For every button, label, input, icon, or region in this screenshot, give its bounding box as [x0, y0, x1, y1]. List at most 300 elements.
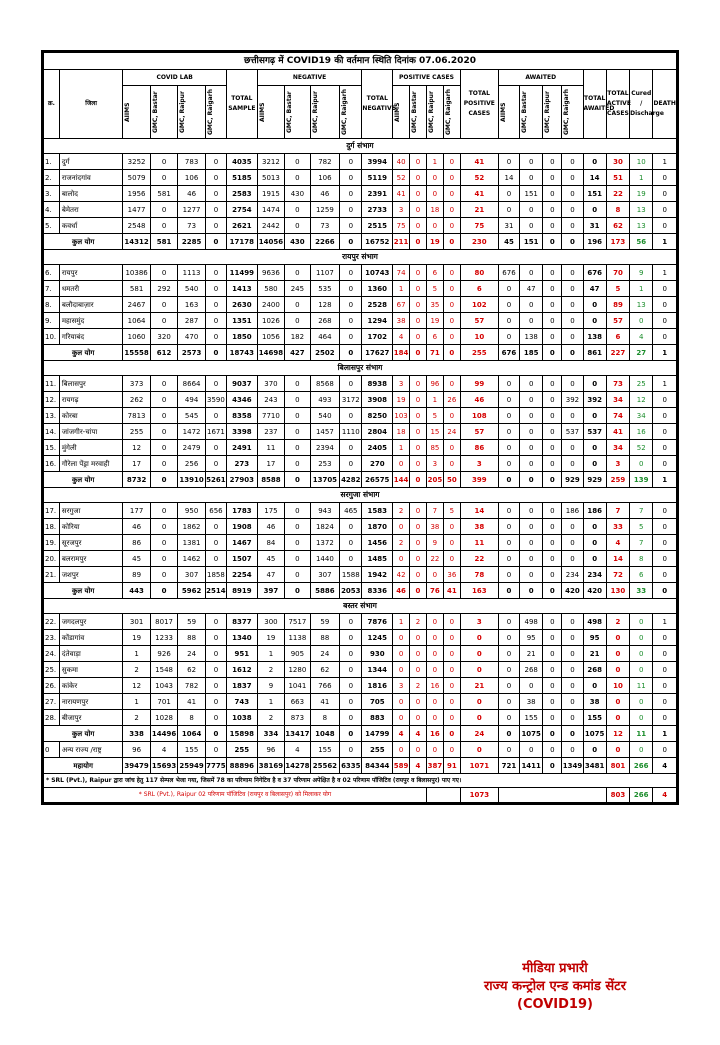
data-cell: 16	[426, 678, 443, 694]
data-cell: 399	[460, 472, 498, 488]
data-cell: 1038	[227, 710, 258, 726]
data-cell: 0	[340, 265, 362, 281]
data-cell: 57	[460, 313, 498, 329]
data-cell: 0	[543, 281, 562, 297]
data-cell: 0	[498, 392, 519, 408]
data-cell: 307	[310, 567, 340, 583]
data-cell: 139	[630, 472, 653, 488]
data-cell: 0	[205, 265, 226, 281]
data-cell: 0	[543, 234, 562, 250]
data-cell: 0	[426, 630, 443, 646]
data-cell: 7710	[257, 408, 285, 424]
district-name: दंतेवाड़ा	[59, 646, 122, 662]
data-cell: 0	[340, 154, 362, 170]
data-cell: 273	[227, 456, 258, 472]
data-cell: 0	[150, 376, 178, 392]
data-cell: 4	[410, 726, 427, 742]
data-cell: 0	[410, 710, 427, 726]
data-cell: 0	[410, 583, 427, 599]
data-cell: 0	[520, 313, 543, 329]
data-cell: 1344	[362, 662, 393, 678]
section-header-row	[44, 488, 677, 503]
data-cell: 0	[543, 170, 562, 186]
data-cell: 40	[393, 154, 410, 170]
serial-number: 26.	[44, 678, 60, 694]
data-cell: 6	[426, 265, 443, 281]
data-cell: 255	[123, 424, 151, 440]
data-cell: 443	[123, 583, 151, 599]
data-cell: 0	[653, 170, 677, 186]
data-cell: 0	[205, 440, 226, 456]
data-cell: 14312	[123, 234, 151, 250]
data-cell: 540	[178, 281, 206, 297]
data-cell: 0	[562, 710, 583, 726]
data-cell: 4	[393, 726, 410, 742]
data-cell: 8	[310, 710, 340, 726]
data-cell: 185	[520, 345, 543, 361]
subheader-lab-3: GMC, Raigarh	[205, 86, 226, 139]
data-cell: 33	[606, 519, 629, 535]
data-cell: 3	[426, 456, 443, 472]
data-cell: 0	[653, 408, 677, 424]
data-cell: 701	[150, 694, 178, 710]
data-cell: 41	[393, 186, 410, 202]
data-cell: 1472	[178, 424, 206, 440]
data-cell: 0	[653, 742, 677, 758]
data-cell: 0	[498, 567, 519, 583]
data-cell: 1028	[150, 710, 178, 726]
data-cell: 4	[285, 742, 310, 758]
data-cell: 0	[205, 297, 226, 313]
data-cell: 3	[393, 202, 410, 218]
data-cell: 1075	[520, 726, 543, 742]
table-row	[44, 535, 677, 551]
data-cell: 0	[410, 345, 427, 361]
data-cell: 16	[630, 424, 653, 440]
data-cell: 0	[443, 202, 460, 218]
data-cell: 18	[426, 202, 443, 218]
data-cell: 196	[583, 234, 606, 250]
data-cell: 0	[520, 440, 543, 456]
serial-number: 27.	[44, 694, 60, 710]
data-cell: 13	[630, 297, 653, 313]
data-cell: 0	[393, 456, 410, 472]
data-cell: 255	[227, 742, 258, 758]
data-cell: 33	[630, 583, 653, 599]
data-cell: 0	[498, 456, 519, 472]
serial-number: 1.	[44, 154, 60, 170]
data-cell: 0	[543, 202, 562, 218]
data-cell: 4	[606, 535, 629, 551]
data-cell: 8	[178, 710, 206, 726]
data-cell: 656	[205, 503, 226, 519]
data-cell: 0	[630, 456, 653, 472]
data-cell: 0	[426, 170, 443, 186]
data-cell: 0	[460, 710, 498, 726]
data-cell: 0	[426, 662, 443, 678]
data-cell: 1477	[123, 202, 151, 218]
data-cell: 0	[443, 710, 460, 726]
data-cell: 1	[123, 646, 151, 662]
data-cell: 0	[562, 742, 583, 758]
data-cell: 237	[257, 424, 285, 440]
data-cell: 5	[443, 503, 460, 519]
data-cell: 0	[653, 694, 677, 710]
footnote-active-total: 803	[606, 788, 629, 803]
data-cell: 34	[606, 392, 629, 408]
header-negative: NEGATIVE	[257, 70, 362, 86]
data-cell: 56	[630, 234, 653, 250]
table-row	[44, 313, 677, 329]
data-cell: 0	[498, 583, 519, 599]
data-cell: 3908	[362, 392, 393, 408]
data-cell: 0	[150, 535, 178, 551]
data-cell: 1824	[310, 519, 340, 535]
data-cell: 0	[498, 202, 519, 218]
data-cell: 663	[285, 694, 310, 710]
data-cell: 2467	[123, 297, 151, 313]
data-cell: 21	[460, 678, 498, 694]
data-cell: 1783	[227, 503, 258, 519]
data-cell: 0	[410, 376, 427, 392]
data-cell: 8568	[310, 376, 340, 392]
data-cell: 2394	[310, 440, 340, 456]
data-cell: 0	[285, 408, 310, 424]
data-cell: 0	[410, 218, 427, 234]
data-cell: 0	[498, 710, 519, 726]
data-cell: 0	[340, 234, 362, 250]
data-cell: 2391	[362, 186, 393, 202]
district-name: दुर्ग	[59, 154, 122, 170]
data-cell: 8919	[227, 583, 258, 599]
data-cell: 1	[123, 694, 151, 710]
data-cell: 0	[543, 758, 562, 774]
data-cell: 0	[653, 440, 677, 456]
data-cell: 0	[562, 678, 583, 694]
data-cell: 31	[498, 218, 519, 234]
data-cell: 255	[362, 742, 393, 758]
data-cell: 5261	[205, 472, 226, 488]
data-cell: 1915	[257, 186, 285, 202]
data-cell: 0	[205, 376, 226, 392]
data-cell: 0	[340, 535, 362, 551]
serial-number: 13.	[44, 408, 60, 424]
data-cell: 14496	[150, 726, 178, 742]
data-cell: 0	[443, 726, 460, 742]
data-cell: 0	[410, 281, 427, 297]
data-cell: 17	[257, 456, 285, 472]
data-cell: 1	[653, 614, 677, 630]
data-cell: 612	[150, 345, 178, 361]
data-cell: 0	[498, 186, 519, 202]
data-cell: 42	[393, 567, 410, 583]
data-cell: 8938	[362, 376, 393, 392]
data-cell: 268	[310, 313, 340, 329]
data-cell: 0	[543, 154, 562, 170]
data-cell: 0	[606, 710, 629, 726]
data-cell: 52	[393, 170, 410, 186]
data-cell: 0	[205, 646, 226, 662]
data-cell: 0	[205, 742, 226, 758]
district-name: रायगढ़	[59, 392, 122, 408]
data-cell: 59	[178, 614, 206, 630]
data-cell: 1	[653, 376, 677, 392]
table-row	[44, 694, 677, 710]
data-cell: 1048	[310, 726, 340, 742]
data-cell: 0	[543, 376, 562, 392]
data-cell: 163	[178, 297, 206, 313]
data-cell: 537	[583, 424, 606, 440]
data-cell: 1360	[362, 281, 393, 297]
data-cell: 0	[443, 170, 460, 186]
data-cell: 0	[543, 567, 562, 583]
district-name: मुंगेली	[59, 440, 122, 456]
data-cell: 0	[410, 424, 427, 440]
data-cell: 30	[606, 154, 629, 170]
table-row	[44, 646, 677, 662]
data-cell: 1294	[362, 313, 393, 329]
data-cell: 52	[460, 170, 498, 186]
data-cell: 0	[410, 408, 427, 424]
data-cell: 0	[498, 646, 519, 662]
data-cell: 0	[340, 456, 362, 472]
data-cell: 2	[410, 678, 427, 694]
serial-number: 22.	[44, 614, 60, 630]
data-cell: 47	[520, 281, 543, 297]
data-cell: 102	[460, 297, 498, 313]
table-row	[44, 297, 677, 313]
header-death: DEATH	[653, 70, 677, 139]
data-cell: 0	[630, 313, 653, 329]
data-cell: 173	[606, 234, 629, 250]
data-cell: 230	[460, 234, 498, 250]
data-cell: 0	[205, 234, 226, 250]
data-cell: 8250	[362, 408, 393, 424]
data-cell: 0	[653, 456, 677, 472]
data-cell: 0	[340, 313, 362, 329]
data-cell: 8377	[227, 614, 258, 630]
data-cell: 0	[443, 456, 460, 472]
data-cell: 88	[178, 630, 206, 646]
header-total-positive: TOTAL POSITIVE CASES	[460, 70, 498, 139]
data-cell: 14	[498, 170, 519, 186]
data-cell: 0	[653, 678, 677, 694]
data-cell: 34	[606, 440, 629, 456]
data-cell: 0	[285, 376, 310, 392]
data-cell: 138	[520, 329, 543, 345]
data-cell: 151	[583, 186, 606, 202]
data-cell: 7517	[285, 614, 310, 630]
data-cell: 2528	[362, 297, 393, 313]
district-name: राजनांदगांव	[59, 170, 122, 186]
data-cell: 10386	[123, 265, 151, 281]
data-cell: 1850	[227, 329, 258, 345]
footnote-1: * SRL (Pvt.), Raipur द्वारा जांच हेतु 117 सेम्पल भेजा गया, जिसमें 78 का परिणाम निगेटिव है व 37 परिणाम अपेक्षित है व 02 परिणाम पॉजिटिव (रायपुर व बिलासपुर) पाए गए।	[44, 774, 677, 788]
data-cell: 0	[205, 694, 226, 710]
footnote-spacer	[426, 788, 460, 803]
data-cell: 0	[443, 678, 460, 694]
data-cell: 0	[150, 551, 178, 567]
data-cell: 0	[410, 234, 427, 250]
total-label: कुल योग	[44, 234, 123, 250]
data-cell: 2502	[310, 345, 340, 361]
data-cell: 0	[562, 694, 583, 710]
data-cell: 0	[543, 345, 562, 361]
header-covid-lab: COVID LAB	[123, 70, 227, 86]
table-row	[44, 154, 677, 170]
data-cell: 0	[543, 313, 562, 329]
data-cell: 766	[310, 678, 340, 694]
subheader-lab-1: GMC, Bastar	[150, 86, 178, 139]
subheader-pos-3: GMC, Raigarh	[443, 86, 460, 139]
data-cell: 0	[443, 313, 460, 329]
data-cell: 6	[426, 329, 443, 345]
data-cell: 186	[583, 503, 606, 519]
total-row	[44, 234, 677, 250]
table-row	[44, 202, 677, 218]
data-cell: 0	[543, 694, 562, 710]
data-cell: 0	[520, 742, 543, 758]
table-row	[44, 551, 677, 567]
data-cell: 14799	[362, 726, 393, 742]
data-cell: 19	[630, 186, 653, 202]
data-cell: 0	[583, 678, 606, 694]
data-cell: 0	[285, 154, 310, 170]
data-cell: 0	[205, 170, 226, 186]
data-cell: 1	[653, 234, 677, 250]
data-cell: 0	[520, 170, 543, 186]
data-cell: 430	[285, 186, 310, 202]
data-cell: 397	[257, 583, 285, 599]
data-cell: 0	[443, 234, 460, 250]
table-row	[44, 503, 677, 519]
serial-number: 24.	[44, 646, 60, 662]
data-cell: 11	[630, 726, 653, 742]
data-cell: 0	[285, 456, 310, 472]
data-cell: 0	[630, 614, 653, 630]
data-cell: 144	[393, 472, 410, 488]
data-cell: 334	[257, 726, 285, 742]
data-cell: 1942	[362, 567, 393, 583]
grand-total-label: महायोग	[44, 758, 123, 774]
data-cell: 0	[520, 456, 543, 472]
data-cell: 78	[460, 567, 498, 583]
data-cell: 0	[150, 154, 178, 170]
section-name: सरगुजा संभाग	[44, 488, 677, 503]
district-name: बेमेतरा	[59, 202, 122, 218]
data-cell: 0	[562, 186, 583, 202]
data-cell: 89	[606, 297, 629, 313]
data-cell: 0	[410, 440, 427, 456]
data-cell: 861	[583, 345, 606, 361]
data-cell: 84	[257, 535, 285, 551]
data-cell: 0	[205, 218, 226, 234]
data-cell: 537	[562, 424, 583, 440]
data-cell: 0	[150, 218, 178, 234]
data-cell: 0	[340, 614, 362, 630]
data-cell: 3172	[340, 392, 362, 408]
data-cell: 75	[460, 218, 498, 234]
serial-number: 17.	[44, 503, 60, 519]
header-total-active: TOTAL ACTIVE CASES	[606, 70, 629, 139]
table-row	[44, 710, 677, 726]
data-cell: 45	[123, 551, 151, 567]
section-name: बस्तर संभाग	[44, 599, 677, 614]
data-cell: 0	[340, 646, 362, 662]
district-name: बालोद	[59, 186, 122, 202]
data-cell: 96	[257, 742, 285, 758]
data-cell: 0	[543, 456, 562, 472]
data-cell: 1	[257, 646, 285, 662]
data-cell: 47	[257, 567, 285, 583]
data-cell: 0	[205, 313, 226, 329]
data-cell: 0	[150, 424, 178, 440]
data-cell: 1	[630, 281, 653, 297]
data-cell: 16	[426, 726, 443, 742]
data-cell: 0	[520, 202, 543, 218]
data-cell: 0	[520, 154, 543, 170]
data-cell: 8336	[362, 583, 393, 599]
district-name: बलरामपुर	[59, 551, 122, 567]
data-cell: 0	[150, 472, 178, 488]
data-cell: 2733	[362, 202, 393, 218]
subheader-lab-2: GMC, Raipur	[178, 86, 206, 139]
data-cell: 268	[583, 662, 606, 678]
data-cell: 0	[150, 408, 178, 424]
data-cell: 0	[498, 551, 519, 567]
data-cell: 13705	[310, 472, 340, 488]
data-cell: 0	[205, 345, 226, 361]
data-cell: 51	[606, 170, 629, 186]
data-cell: 2053	[340, 583, 362, 599]
data-cell: 0	[426, 186, 443, 202]
data-cell: 943	[310, 503, 340, 519]
table-row	[44, 440, 677, 456]
data-cell: 2	[123, 710, 151, 726]
data-cell: 5119	[362, 170, 393, 186]
data-cell: 0	[443, 154, 460, 170]
data-cell: 0	[205, 281, 226, 297]
subheader-pos-0: AIIMS	[393, 86, 410, 139]
data-cell: 0	[562, 440, 583, 456]
total-label: कुल योग	[44, 345, 123, 361]
data-cell: 782	[178, 678, 206, 694]
data-cell: 0	[340, 345, 362, 361]
data-cell: 338	[123, 726, 151, 742]
data-cell: 11499	[227, 265, 258, 281]
data-cell: 10	[460, 329, 498, 345]
data-cell: 71	[426, 345, 443, 361]
data-cell: 19	[257, 630, 285, 646]
data-cell: 1462	[178, 551, 206, 567]
data-cell: 0	[520, 392, 543, 408]
data-cell: 498	[583, 614, 606, 630]
data-cell: 211	[393, 234, 410, 250]
data-cell: 0	[285, 440, 310, 456]
subheader-neg-1: GMC, Bastar	[285, 86, 310, 139]
data-cell: 420	[562, 583, 583, 599]
district-name: नारायणपुर	[59, 694, 122, 710]
data-cell: 255	[460, 345, 498, 361]
data-cell: 0	[583, 154, 606, 170]
data-cell: 38169	[257, 758, 285, 774]
serial-number: 23.	[44, 630, 60, 646]
data-cell: 96	[426, 376, 443, 392]
data-cell: 0	[443, 630, 460, 646]
data-cell: 0	[498, 440, 519, 456]
data-cell: 266	[630, 758, 653, 774]
data-cell: 0	[653, 630, 677, 646]
